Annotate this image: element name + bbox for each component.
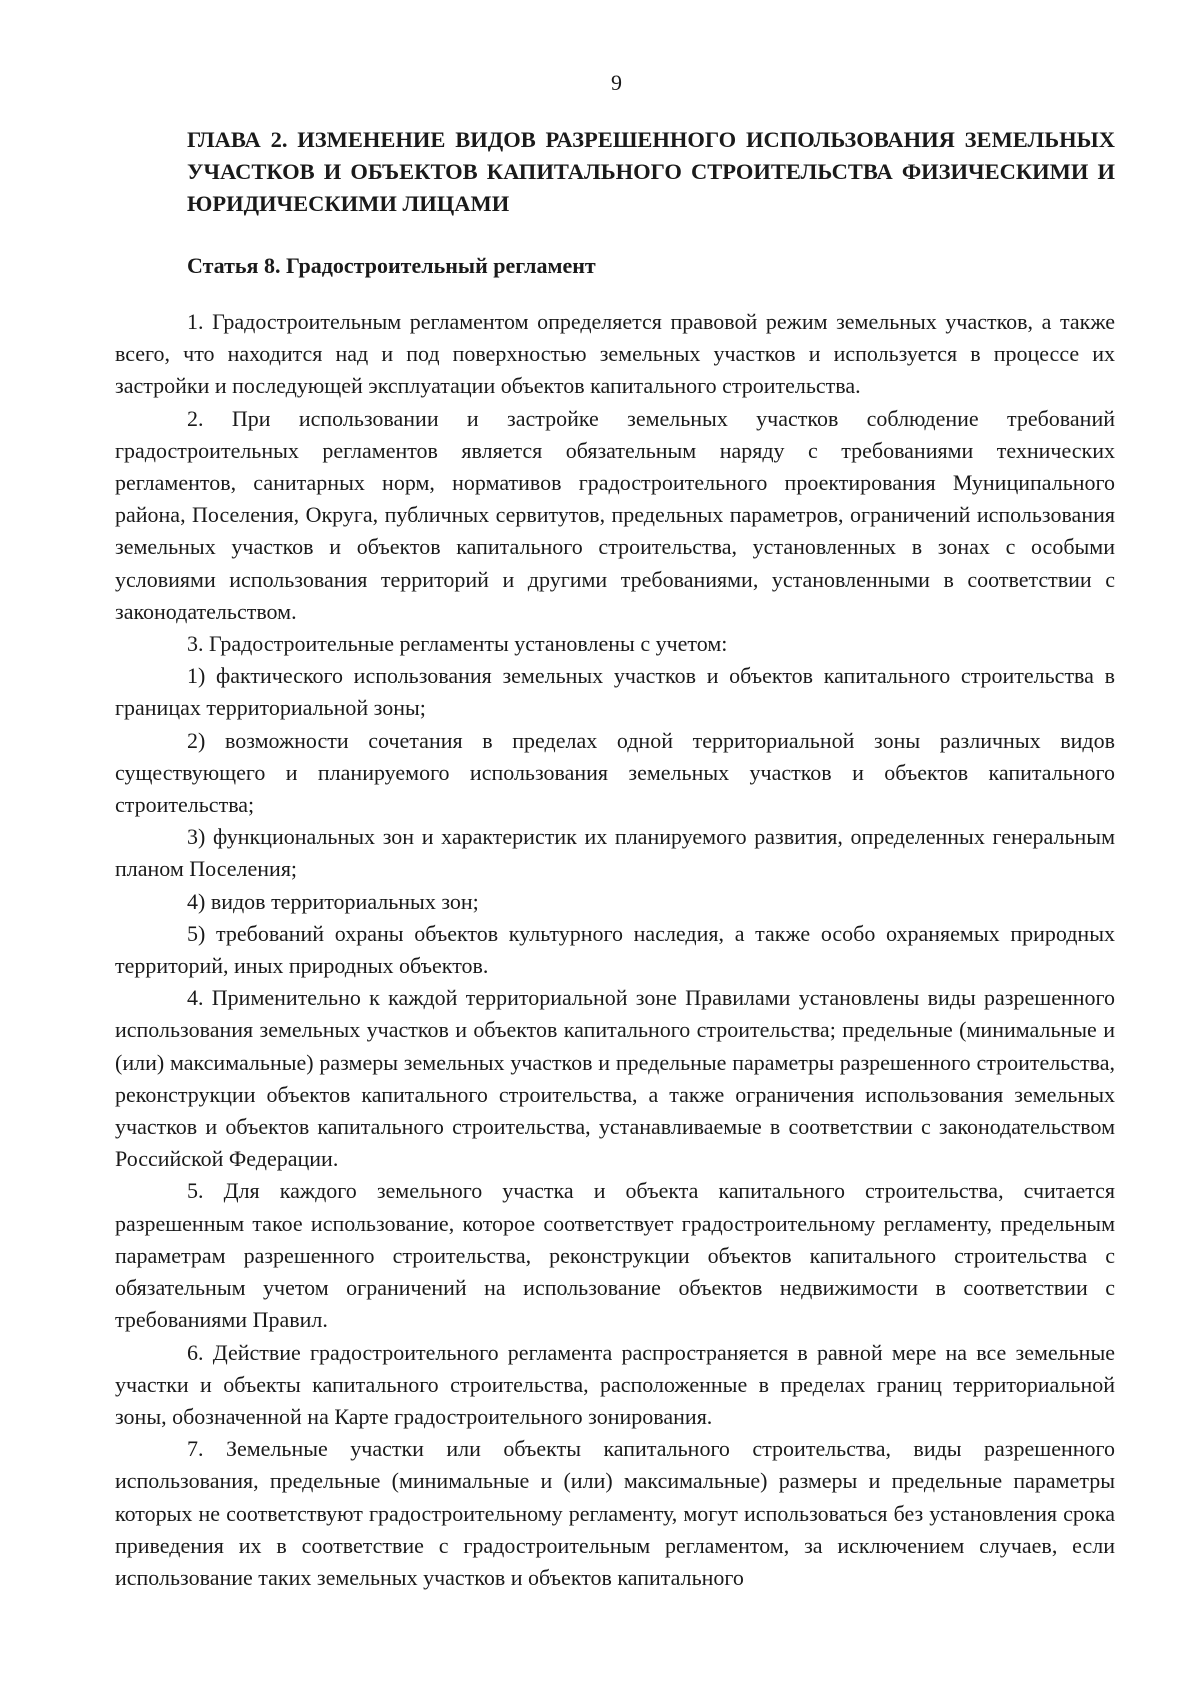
paragraph-7: 7. Земельные участки или объекты капитального строительства, виды разрешенного использования, предельные (минимальные и (или) максимальные) размеры и предельные параметры которых не соответствуют градостроительному регламенту, могут использоваться без установления срока приведения их в соответствие с градостроительным регламентом, за исключением случаев, если использование таких земельных участков и объектов капитального: [115, 1436, 1115, 1590]
paragraph-2: 2. При использовании и застройке земельных участков соблюдение требований градостроительных регламентов является обязательным наряду с требованиями технических регламентов, санитарных норм, нормативов градостроительного проектирования Муниципального района, Поселения, Округа, публичных сервитутов, предельных параметров, ограничений использования земельных участков и объектов капитального строительства, установленных в зонах с особыми условиями использования территорий и другими требованиями, установленными в соответствии с законодательством.: [115, 405, 1115, 624]
paragraph-1: 1. Градостроительным регламентом определяется правовой режим земельных участков, а также всего, что находится над и под поверхностью земельных участков и используется в процессе их застройки и последующей эксплуатации объектов капитального строительства.: [115, 309, 1115, 399]
chapter-title: ГЛАВА 2. ИЗМЕНЕНИЕ ВИДОВ РАЗРЕШЕННОГО ИСПОЛЬЗОВАНИЯ ЗЕМЕЛЬНЫХ УЧАСТКОВ И ОБЪЕКТОВ КАПИТАЛЬНОГО СТРОИТЕЛЬСТВА ФИЗИЧЕСКИМИ И ЮРИДИЧЕСКИМИ ЛИЦАМИ: [187, 127, 1115, 216]
paragraph-4: 4. Применительно к каждой территориальной зоне Правилами установлены виды разрешенного использования земельных участков и объектов капитального строительства; предельные (минимальные и (или) максимальные) размеры земельных участков и предельные параметры разрешенного строительства, реконструкции объектов капитального строительства, а также ограничения использования земельных участков и объектов капитального строительства, устанавливаемые в соответствии с законодательством Российской Федерации.: [115, 985, 1115, 1172]
paragraph-6: 6. Действие градостроительного регламента распространяется в равной мере на все земельные участки и объекты капитального строительства, расположенные в пределах границ территориальной зоны, обозначенной на Карте градостроительного зонирования.: [115, 1339, 1115, 1429]
list-item-5: 5) требований охраны объектов культурного наследия, а также особо охраняемых природных территорий, иных природных объектов.: [115, 920, 1115, 979]
list-item-4: 4) видов территориальных зон;: [187, 888, 479, 914]
list-item-3: 3) функциональных зон и характеристик их планируемого развития, определенных генеральным планом Поселения;: [115, 824, 1115, 882]
paragraph-3: 3. Градостроительные регламенты установлены с учетом:: [187, 631, 728, 657]
paragraph-5: 5. Для каждого земельного участка и объекта капитального строительства, считается разрешенным такое использование, которое соответствует градостроительному регламенту, предельным параметрам разрешенного строительства, реконструкции объектов капитального строительства с обязательным учетом ограничений на использование объектов недвижимости в соответствии с требованиями Правил.: [115, 1178, 1115, 1333]
page-number: 9: [611, 70, 622, 95]
list-item-1: 1) фактического использования земельных участков и объектов капитального строительства в границах территориальной зоны;: [115, 663, 1115, 721]
list-item-2: 2) возможности сочетания в пределах одной территориальной зоны различных видов существующего и планируемого использования земельных участков и объектов капитального строительства;: [115, 727, 1115, 818]
article-body: [115, 306, 1115, 1594]
article-title: Статья 8. Градостроительный регламент: [187, 253, 596, 278]
